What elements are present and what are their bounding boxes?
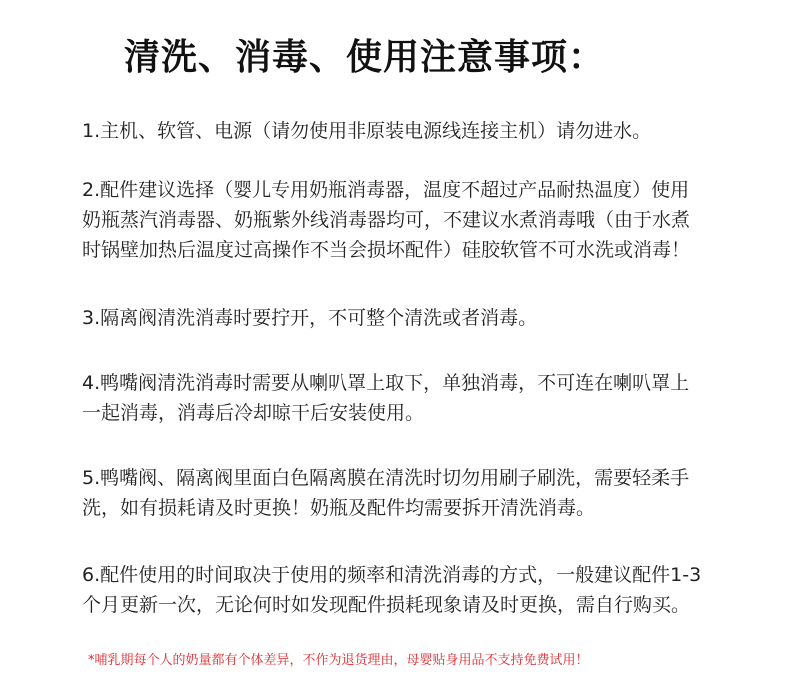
instruction-item-1: [82, 116, 722, 146]
instruction-text: 6.配件使用的时间取决于使用的频率和清洗消毒的方式，一般建议配件1-3: [82, 564, 702, 586]
instruction-text: 1.主机、软管、电源（请勿使用非原装电源线连接主机）请勿进水。: [82, 120, 652, 142]
instruction-text: 3.隔离阀清洗消毒时要拧开，不可整个清洗或者消毒。: [82, 307, 538, 329]
instruction-item-2: [82, 175, 722, 265]
instruction-item-5: [82, 463, 722, 523]
instruction-text: 2.配件建议选择（婴儿专用奶瓶消毒器，温度不超过产品耐热温度）使用: [82, 179, 690, 201]
instruction-item-6: [82, 560, 722, 620]
instruction-text: 时锅壁加热后温度过高操作不当会损坏配件）硅胶软管不可水洗或消毒！: [82, 239, 691, 261]
page-title: 清洗、消毒、使用注意事项：: [124, 37, 606, 78]
instruction-text: 一起消毒，消毒后冷却晾干后安装使用。: [82, 402, 425, 424]
instruction-text: 奶瓶蒸汽消毒器、奶瓶紫外线消毒器均可，不建议水煮消毒哦（由于水煮: [82, 209, 691, 231]
instruction-text: 个月更新一次，无论何时如发现配件损耗现象请及时更换，需自行购买。: [82, 594, 691, 616]
instruction-text: 4.鸭嘴阀清洗消毒时需要从喇叭罩上取下，单独消毒，不可连在喇叭罩上: [82, 372, 690, 394]
instruction-item-4: [82, 368, 722, 428]
disclaimer-note: *哺乳期每个人的奶量都有个体差异，不作为退货理由，母婴贴身用品不支持免费试用！: [88, 653, 589, 668]
instruction-text: 洗，如有损耗请及时更换！奶瓶及配件均需要拆开清洗消毒。: [82, 497, 596, 519]
instruction-text: 5.鸭嘴阀、隔离阀里面白色隔离膜在清洗时切勿用刷子刷洗，需要轻柔手: [82, 467, 690, 489]
instruction-item-3: [82, 303, 722, 333]
